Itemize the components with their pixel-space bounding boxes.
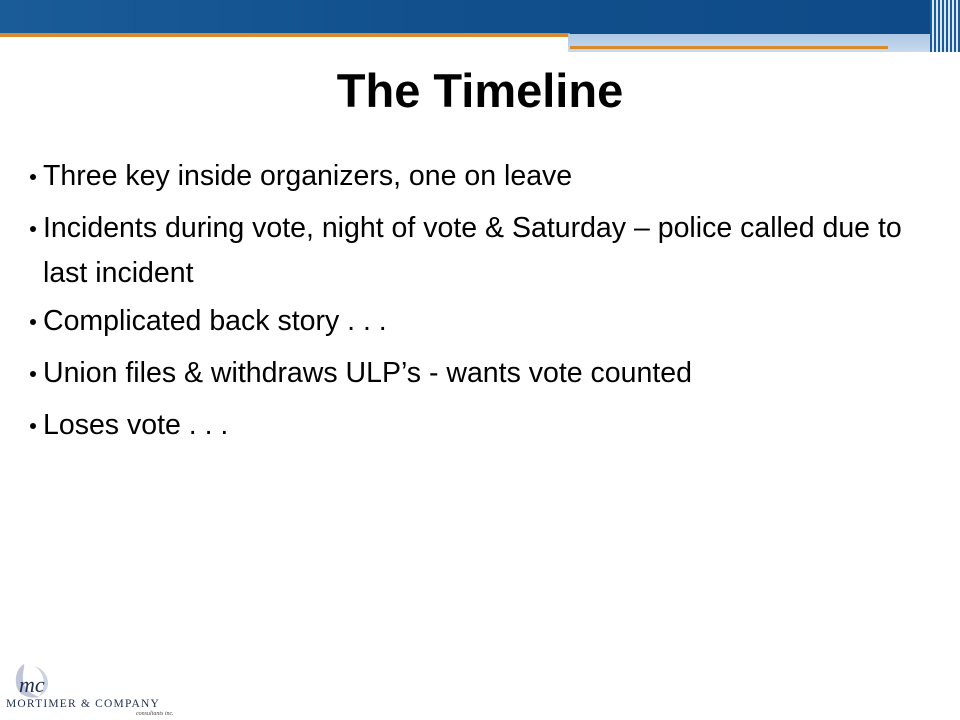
- bullet-item: [28, 355, 908, 391]
- bullet-item: [28, 303, 908, 339]
- bullet-dot-icon: [30, 319, 36, 325]
- bullet-text: Loses vote . . .: [43, 409, 229, 441]
- svg-text:mc: mc: [19, 672, 45, 697]
- header-blue-band: [0, 0, 930, 34]
- bullet-item: [28, 158, 908, 194]
- logo-company-name: MORTIMER & COMPANY: [6, 698, 161, 710]
- bullet-dot-icon: [30, 174, 36, 180]
- bullet-text: Three key inside organizers, one on leave: [43, 160, 573, 192]
- header-decoration: [0, 0, 960, 56]
- header-light-blue-band: [568, 34, 930, 52]
- bullet-dot-icon: [30, 226, 36, 232]
- bullet-list: [28, 158, 908, 459]
- bullet-dot-icon: [30, 371, 36, 377]
- bullet-text: Incidents during vote, night of vote & Saturday – police called due to last incident: [43, 212, 902, 289]
- header-orange-line-right: [570, 46, 888, 49]
- logo-subtitle: consultants inc.: [136, 711, 174, 717]
- slide-title: The Timeline: [336, 64, 624, 117]
- bullet-text: Union files & withdraws ULP’s - wants vote counted: [43, 357, 692, 389]
- bullet-item: [28, 206, 908, 296]
- header-stripes: [930, 0, 960, 52]
- bullet-text: Complicated back story . . .: [43, 305, 387, 337]
- bullet-dot-icon: [30, 423, 36, 429]
- company-logo: [6, 660, 196, 718]
- mc-monogram-icon: [12, 662, 52, 700]
- bullet-item: [28, 407, 908, 443]
- header-orange-line: [0, 33, 570, 37]
